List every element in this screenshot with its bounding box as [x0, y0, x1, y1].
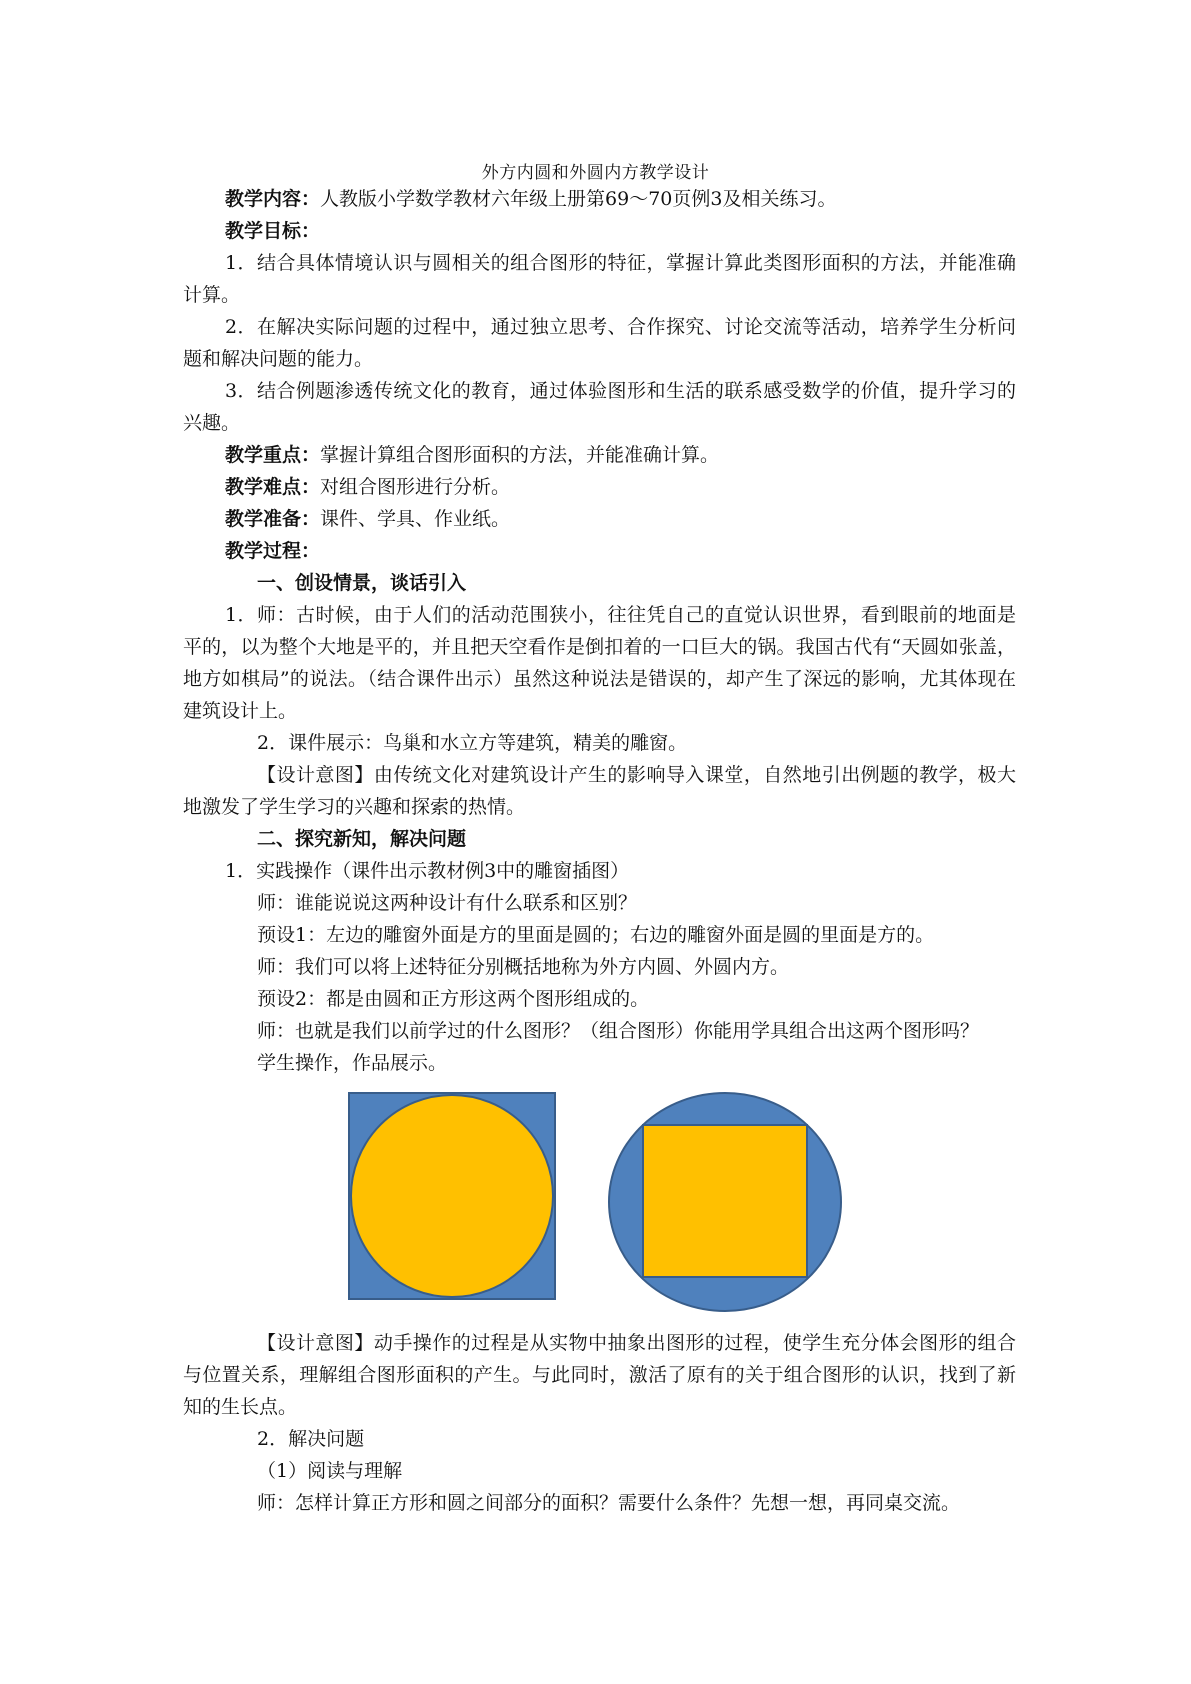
goal-1: 1．结合具体情境认识与圆相关的组合图形的特征，掌握计算此类图形面积的方法，并能准确计算。: [183, 252, 1016, 306]
section-1-design-intent: 【设计意图】由传统文化对建筑设计产生的影响导入课堂，自然地引出例题的教学，极大地激发了学生学习的兴趣和探索的热情。: [183, 764, 1016, 818]
preparation-text: 课件、学具、作业纸。: [320, 508, 511, 530]
section-2-para-6: 师：也就是我们以前学过的什么图形？（组合图形）你能用学具组合出这两个图形吗？: [257, 1020, 980, 1042]
square-with-inscribed-circle-figure: [347, 1091, 557, 1301]
section-2-para-5: 预设2：都是由圆和正方形这两个图形组成的。: [257, 988, 650, 1010]
difficulty-label: 教学难点：: [225, 476, 321, 498]
goal-2: 2．在解决实际问题的过程中，通过独立思考、合作探究、讨论交流等活动，培养学生分析问题和解决问题的能力。: [183, 316, 1016, 370]
teaching-key-point: [183, 439, 1016, 471]
section-2-para-3: 预设1：左边的雕窗外面是方的里面是圆的；右边的雕窗外面是圆的里面是方的。: [257, 924, 935, 946]
section-2-heading: 二、探究新知，解决问题: [257, 828, 467, 850]
section-2-para-1: 1．实践操作（课件出示教材例3中的雕窗插图）: [225, 860, 630, 882]
teaching-difficulty: [183, 471, 1016, 503]
difficulty-text: 对组合图形进行分析。: [320, 476, 511, 498]
teaching-content-text: 人教版小学数学教材六年级上册第69～70页例3及相关练习。: [320, 188, 837, 210]
inner-square: [643, 1125, 807, 1277]
preparation-label: 教学准备：: [225, 508, 321, 530]
section-2-subheading-2: 2．解决问题: [257, 1428, 365, 1450]
teaching-preparation: [183, 503, 1016, 535]
goal-3: 3．结合例题渗透传统文化的教育，通过体验图形和生活的联系感受数学的价值，提升学习的兴趣。: [183, 380, 1016, 434]
inner-circle: [351, 1095, 553, 1297]
section-2-para-7: 学生操作，作品展示。: [257, 1052, 448, 1074]
key-point-text: 掌握计算组合图形面积的方法，并能准确计算。: [320, 444, 720, 466]
teaching-content: [183, 183, 1016, 215]
figure-row: [183, 1091, 1016, 1313]
section-2-para-4: 师：我们可以将上述特征分别概括地称为外方内圆、外圆内方。: [257, 956, 790, 978]
circle-with-inscribed-square-figure: [607, 1091, 843, 1313]
teaching-process-label: 教学过程：: [225, 540, 321, 562]
section-2-subheading-reading: （1）阅读与理解: [257, 1460, 403, 1482]
section-2-para-2: 师：谁能说说这两种设计有什么联系和区别？: [257, 892, 638, 914]
section-1-para-1: 1．师：古时候，由于人们的活动范围狭小，往往凭自己的直觉认识世界，看到眼前的地面是平的，以为整个大地是平的，并且把天空看作是倒扣着的一口巨大的锅。我国古代有“天圆如张盖，地方如棋局”的说法。（结合课件出示）虽然这种说法是错误的，却产生了深远的影响，尤其体现在建筑设计上。: [183, 604, 1016, 722]
document-body: [183, 183, 1016, 1519]
section-2-para-last: 师：怎样计算正方形和圆之间部分的面积？需要什么条件？先想一想，再同桌交流。: [257, 1492, 961, 1514]
section-2-design-intent: 【设计意图】动手操作的过程是从实物中抽象出图形的过程，使学生充分体会图形的组合与位置关系，理解组合图形面积的产生。与此同时，激活了原有的关于组合图形的认识，找到了新知的生长点。: [183, 1332, 1016, 1418]
document-title: 外方内圆和外圆内方教学设计: [481, 163, 710, 183]
teaching-goals-label: 教学目标：: [225, 220, 321, 242]
teaching-content-label: 教学内容：: [225, 188, 321, 210]
section-1-para-2: 2．课件展示：鸟巢和水立方等建筑，精美的雕窗。: [257, 732, 688, 754]
section-1-heading: 一、创设情景，谈话引入: [257, 572, 467, 594]
key-point-label: 教学重点：: [225, 444, 321, 466]
